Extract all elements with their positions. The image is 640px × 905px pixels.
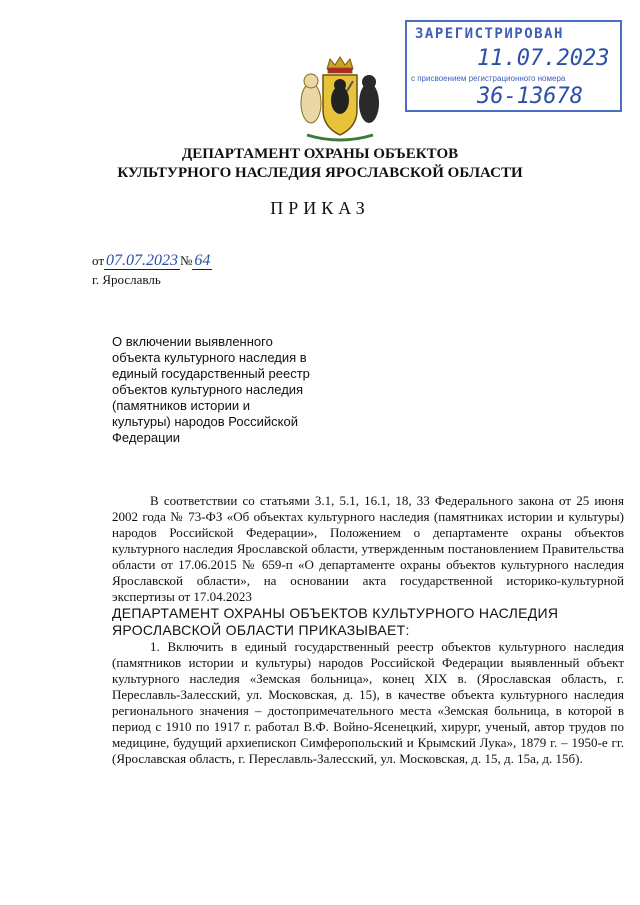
registration-stamp	[405, 20, 622, 112]
order-date-line	[92, 252, 212, 270]
department-title-line1: ДЕПАРТАМЕНТ ОХРАНЫ ОБЪЕКТОВ	[181, 146, 459, 162]
stamp-date: 11.07.2023	[477, 46, 610, 71]
order-item-1: 1. Включить в единый государственный реестр объектов культурного наследия (памятников истории и культуры) народов Российской Федерации выявленный объект культурного наследия «Земская больница», конец XIX в. (Ярославская область, г. Переславль-Залесский, ул. Московская, д. 15), в качестве объекта культурного наследия регионального значения – достопримечательного места «Земская больница, в которой в период с 1910 по 1917 г. работал В.Ф. Войно-Ясенецкий, хирург, ученый, автор трудов по медицине, будущий архиепископ Симферопольский и Крымский Лука», 1879 г. – 1950-е гг. (Ярославская область, г. Переславль-Залесский, ул. Московская, д. 15, д. 15а, д. 15б).	[112, 639, 624, 766]
stamp-number: 36-13678	[477, 84, 583, 109]
order-body	[112, 493, 624, 767]
stamp-subtitle: с присвоением регистрационного номера	[411, 74, 566, 83]
order-number: 64	[194, 252, 211, 269]
order-subject: О включении выявленного объекта культурного наследия в единый государственный реестр объектов культурного наследия (памятников истории и культуры) народов Российской Федерации	[112, 334, 310, 445]
department-title-line2: КУЛЬТУРНОГО НАСЛЕДИЯ ЯРОСЛАВСКОЙ ОБЛАСТИ	[117, 165, 523, 181]
coat-of-arms-icon	[297, 55, 383, 145]
document-type: ПРИКАЗ	[270, 198, 370, 218]
number-label: №	[180, 253, 193, 268]
from-label: от	[92, 253, 105, 268]
preamble-paragraph: В соответствии со статьями 3.1, 5.1, 16.1, 18, 33 Федерального закона от 25 июня 2002 года № 73-ФЗ «Об объектах культурного наследия (памятниках истории и культуры) народов Российской Федерации», Положением о департаменте охраны объектов культурного наследия Ярославской области, утвержденным постановлением Правительства области от 17.06.2015 № 659-п «О департаменте охраны объектов культурного наследия Ярославской области», на основании акта государственной историко-культурной экспертизы от 17.04.2023	[112, 493, 624, 604]
orders-statement: ДЕПАРТАМЕНТ ОХРАНЫ ОБЪЕКТОВ КУЛЬТУРНОГО НАСЛЕДИЯ ЯРОСЛАВСКОЙ ОБЛАСТИ ПРИКАЗЫВАЕТ:	[112, 605, 559, 638]
department-title	[80, 145, 560, 183]
order-date: 07.07.2023	[106, 252, 179, 269]
stamp-title: ЗАРЕГИСТРИРОВАН	[415, 26, 564, 42]
city: г. Ярославль	[92, 272, 161, 287]
